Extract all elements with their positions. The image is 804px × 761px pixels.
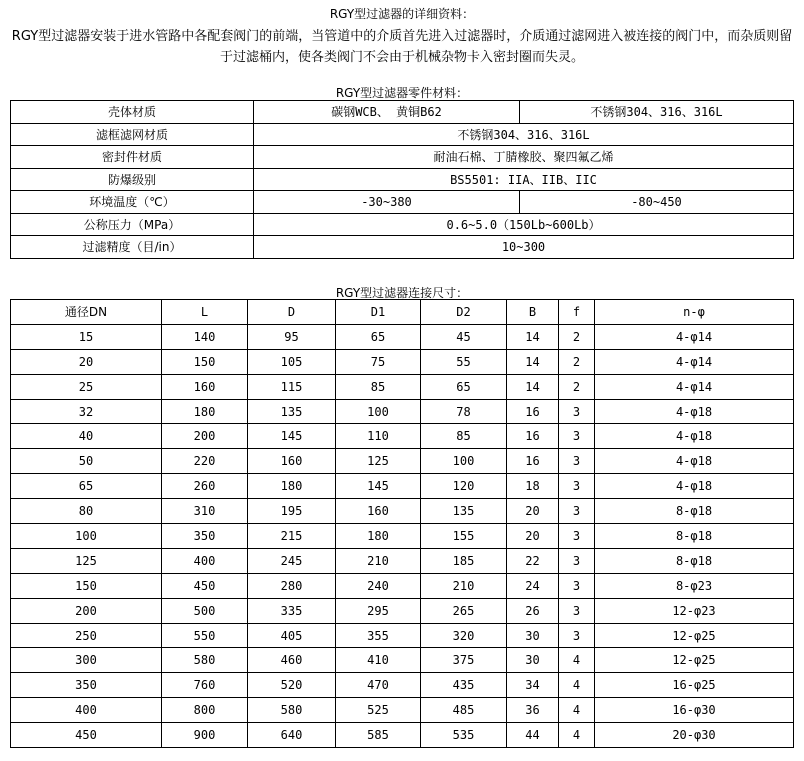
table-row: [11, 424, 794, 449]
table-cell: 450: [11, 723, 162, 748]
row-label: 滤框滤网材质: [11, 123, 254, 146]
table-cell: 260: [162, 474, 248, 499]
table-row: [11, 499, 794, 524]
table-cell: 100: [11, 524, 162, 549]
table-cell: 44: [507, 723, 559, 748]
table-cell: 55: [421, 349, 507, 374]
table-cell: 20: [507, 499, 559, 524]
table-cell: 150: [11, 573, 162, 598]
materials-title: RGY型过滤器零件材料：: [335, 86, 469, 100]
table-cell: 110: [336, 424, 421, 449]
column-header: n-φ: [595, 300, 794, 325]
table-row: [11, 648, 794, 673]
table-cell: 3: [559, 449, 595, 474]
column-header: L: [162, 300, 248, 325]
table-row: [11, 698, 794, 723]
table-row: [11, 474, 794, 499]
table-cell: 535: [421, 723, 507, 748]
cell-value: BS5501: IIA、IIB、IIC: [254, 168, 794, 191]
table-cell: 900: [162, 723, 248, 748]
cell-value: -30~380: [254, 191, 520, 214]
table-cell: 65: [11, 474, 162, 499]
table-cell: 8-φ18: [595, 524, 794, 549]
table-cell: 3: [559, 548, 595, 573]
table-row: [11, 673, 794, 698]
cell-value: 耐油石棉、丁腈橡胶、聚四氟乙烯: [254, 146, 794, 169]
table-cell: 16: [507, 424, 559, 449]
table-cell: 2: [559, 324, 595, 349]
table-cell: 400: [162, 548, 248, 573]
table-cell: 525: [336, 698, 421, 723]
row-label: 壳体材质: [11, 101, 254, 124]
table-row: [11, 168, 794, 191]
table-cell: 180: [162, 399, 248, 424]
table-cell: 280: [248, 573, 336, 598]
table-cell: 585: [336, 723, 421, 748]
table-cell: 3: [559, 474, 595, 499]
table-cell: 16-φ25: [595, 673, 794, 698]
table-cell: 180: [336, 524, 421, 549]
table-cell: 4-φ18: [595, 399, 794, 424]
materials-table: [10, 100, 794, 259]
table-row: [11, 524, 794, 549]
table-cell: 3: [559, 424, 595, 449]
table-cell: 20: [507, 524, 559, 549]
table-cell: 2: [559, 374, 595, 399]
row-label: 环境温度（℃）: [11, 191, 254, 214]
table-cell: 8-φ18: [595, 548, 794, 573]
table-cell: 265: [421, 598, 507, 623]
table-cell: 250: [11, 623, 162, 648]
cell-value: 不锈钢304、316、316L: [254, 123, 794, 146]
table-cell: 95: [248, 324, 336, 349]
table-cell: 160: [162, 374, 248, 399]
table-cell: 4-φ14: [595, 349, 794, 374]
table-row: [11, 573, 794, 598]
table-cell: 500: [162, 598, 248, 623]
table-row: [11, 146, 794, 169]
table-cell: 210: [421, 573, 507, 598]
table-cell: 460: [248, 648, 336, 673]
table-cell: 800: [162, 698, 248, 723]
table-cell: 640: [248, 723, 336, 748]
table-cell: 220: [162, 449, 248, 474]
table-cell: 400: [11, 698, 162, 723]
column-header: D: [248, 300, 336, 325]
table-cell: 26: [507, 598, 559, 623]
table-cell: 200: [11, 598, 162, 623]
dimensions-table: [10, 299, 794, 748]
table-row: [11, 623, 794, 648]
page-title: RGY型过滤器的详细资料：: [329, 7, 475, 21]
table-cell: 520: [248, 673, 336, 698]
table-cell: 160: [248, 449, 336, 474]
cell-value: 碳钢WCB、 黄铜B62: [254, 101, 520, 124]
table-cell: 195: [248, 499, 336, 524]
table-cell: 65: [336, 324, 421, 349]
cell-value: -80~450: [520, 191, 794, 214]
column-header: B: [507, 300, 559, 325]
table-cell: 4: [559, 648, 595, 673]
table-cell: 18: [507, 474, 559, 499]
table-cell: 85: [336, 374, 421, 399]
table-cell: 115: [248, 374, 336, 399]
table-cell: 185: [421, 548, 507, 573]
table-cell: 155: [421, 524, 507, 549]
table-cell: 20: [11, 349, 162, 374]
table-cell: 3: [559, 573, 595, 598]
cell-value: 10~300: [254, 236, 794, 259]
table-row: [11, 123, 794, 146]
table-cell: 22: [507, 548, 559, 573]
table-row: [11, 723, 794, 748]
table-cell: 145: [336, 474, 421, 499]
table-cell: 100: [421, 449, 507, 474]
table-cell: 125: [336, 449, 421, 474]
table-cell: 355: [336, 623, 421, 648]
table-cell: 12-φ25: [595, 623, 794, 648]
table-cell: 16: [507, 449, 559, 474]
table-cell: 15: [11, 324, 162, 349]
table-cell: 85: [421, 424, 507, 449]
table-cell: 135: [421, 499, 507, 524]
dimensions-title: RGY型过滤器连接尺寸：: [335, 286, 469, 300]
table-cell: 4-φ18: [595, 424, 794, 449]
table-cell: 3: [559, 399, 595, 424]
column-header: D1: [336, 300, 421, 325]
table-cell: 150: [162, 349, 248, 374]
table-cell: 75: [336, 349, 421, 374]
table-row: [11, 548, 794, 573]
row-label: 防爆级别: [11, 168, 254, 191]
table-cell: 760: [162, 673, 248, 698]
table-cell: 16-φ30: [595, 698, 794, 723]
table-row: [11, 191, 794, 214]
table-cell: 3: [559, 499, 595, 524]
row-label: 公称压力（MPa）: [11, 213, 254, 236]
table-cell: 350: [11, 673, 162, 698]
table-cell: 14: [507, 349, 559, 374]
table-cell: 135: [248, 399, 336, 424]
table-cell: 4-φ14: [595, 374, 794, 399]
table-cell: 25: [11, 374, 162, 399]
row-label: 过滤精度（目/in）: [11, 236, 254, 259]
table-row: [11, 598, 794, 623]
table-cell: 485: [421, 698, 507, 723]
table-cell: 30: [507, 648, 559, 673]
table-cell: 32: [11, 399, 162, 424]
table-cell: 4: [559, 673, 595, 698]
table-row: [11, 349, 794, 374]
table-header-row: [11, 300, 794, 325]
cell-value: 不锈钢304、316、316L: [520, 101, 794, 124]
table-cell: 4-φ14: [595, 324, 794, 349]
table-cell: 580: [162, 648, 248, 673]
table-cell: 24: [507, 573, 559, 598]
table-cell: 8-φ23: [595, 573, 794, 598]
table-cell: 120: [421, 474, 507, 499]
table-cell: 180: [248, 474, 336, 499]
table-cell: 36: [507, 698, 559, 723]
table-cell: 16: [507, 399, 559, 424]
table-cell: 550: [162, 623, 248, 648]
column-header: 通径DN: [11, 300, 162, 325]
table-cell: 405: [248, 623, 336, 648]
table-cell: 78: [421, 399, 507, 424]
table-cell: 140: [162, 324, 248, 349]
table-cell: 4-φ18: [595, 449, 794, 474]
table-cell: 350: [162, 524, 248, 549]
table-row: [11, 213, 794, 236]
row-label: 密封件材质: [11, 146, 254, 169]
cell-value: 0.6~5.0（150Lb~600Lb）: [254, 213, 794, 236]
table-cell: 3: [559, 598, 595, 623]
table-cell: 435: [421, 673, 507, 698]
table-row: [11, 236, 794, 259]
intro-paragraph: RGY型过滤器安装于进水管路中各配套阀门的前端，当管道中的介质首先进入过滤器时，介质通过滤网进入被连接的阀门中，而杂质则留于过滤桶内，使各类阀门不会由于机械杂物卡入密封圈而失灵。: [11, 29, 793, 65]
column-header: D2: [421, 300, 507, 325]
table-cell: 40: [11, 424, 162, 449]
table-cell: 14: [507, 374, 559, 399]
table-cell: 20-φ30: [595, 723, 794, 748]
table-cell: 50: [11, 449, 162, 474]
table-cell: 34: [507, 673, 559, 698]
table-cell: 450: [162, 573, 248, 598]
table-cell: 145: [248, 424, 336, 449]
table-cell: 335: [248, 598, 336, 623]
table-cell: 3: [559, 623, 595, 648]
table-cell: 240: [336, 573, 421, 598]
table-row: [11, 101, 794, 124]
table-cell: 105: [248, 349, 336, 374]
table-row: [11, 374, 794, 399]
table-cell: 12-φ23: [595, 598, 794, 623]
table-cell: 410: [336, 648, 421, 673]
table-cell: 200: [162, 424, 248, 449]
table-cell: 245: [248, 548, 336, 573]
table-cell: 310: [162, 499, 248, 524]
table-cell: 4: [559, 723, 595, 748]
table-cell: 4: [559, 698, 595, 723]
table-cell: 295: [336, 598, 421, 623]
table-row: [11, 449, 794, 474]
table-cell: 2: [559, 349, 595, 374]
table-cell: 320: [421, 623, 507, 648]
table-cell: 580: [248, 698, 336, 723]
table-cell: 8-φ18: [595, 499, 794, 524]
table-cell: 125: [11, 548, 162, 573]
table-cell: 470: [336, 673, 421, 698]
table-cell: 100: [336, 399, 421, 424]
table-cell: 210: [336, 548, 421, 573]
table-cell: 14: [507, 324, 559, 349]
column-header: f: [559, 300, 595, 325]
table-cell: 375: [421, 648, 507, 673]
table-cell: 65: [421, 374, 507, 399]
table-cell: 80: [11, 499, 162, 524]
table-cell: 45: [421, 324, 507, 349]
table-cell: 4-φ18: [595, 474, 794, 499]
table-row: [11, 399, 794, 424]
table-cell: 215: [248, 524, 336, 549]
table-cell: 160: [336, 499, 421, 524]
table-cell: 12-φ25: [595, 648, 794, 673]
table-cell: 300: [11, 648, 162, 673]
table-row: [11, 324, 794, 349]
table-cell: 3: [559, 524, 595, 549]
table-cell: 30: [507, 623, 559, 648]
